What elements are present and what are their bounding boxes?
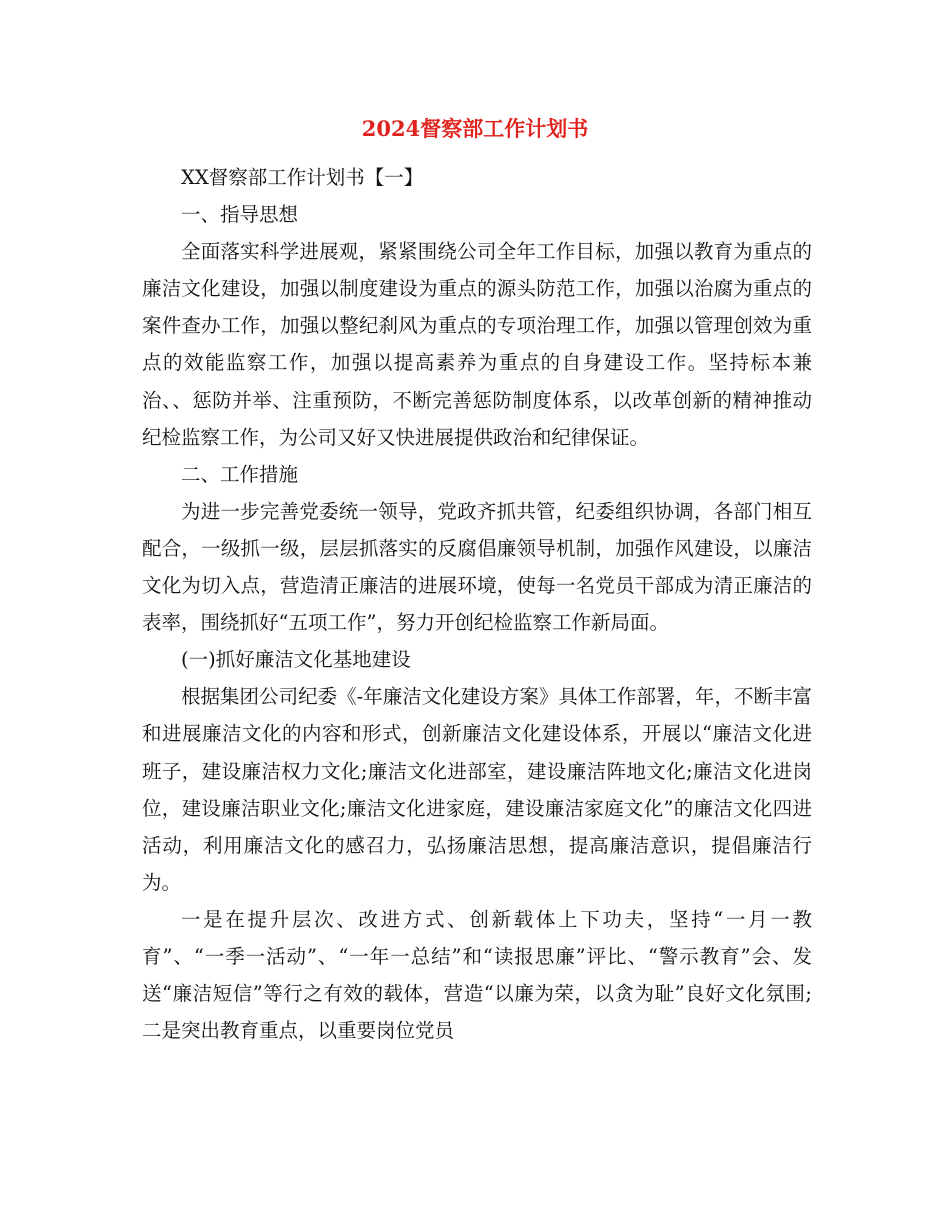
paragraph-culture-base: 根据集团公司纪委《-年廉洁文化建设方案》具体工作部署，年，不断丰富和进展廉洁文化的内容和形式，创新廉洁文化建设体系，开展以“廉洁文化进班子，建设廉洁权力文化;廉洁文化进部室，建设廉洁阵地文化;廉洁文化进岗位，建设廉洁职业文化;廉洁文化进家庭，建设廉洁家庭文化”的廉洁文化四进活动，利用廉洁文化的感召力，弘扬廉洁思想，提高廉洁意识，提倡廉洁行为。 xyxy=(142,685,812,894)
paragraph-work-measures: 为进一步完善党委统一领导，党政齐抓共管，纪委组织协调，各部门相互配合，一级抓一级，层层抓落实的反腐倡廉领导机制，加强作风建设，以廉洁文化为切入点，营造清正廉洁的进展环境，使每一名党员干部成为清正廉洁的表率，围绕抓好“五项工作”，努力开创纪检监察工作新局面。 xyxy=(142,499,812,635)
subsection-heading-culture-base: (一)抓好廉洁文化基地建设 xyxy=(181,648,411,672)
document-title: 2024督察部工作计划书 xyxy=(361,116,589,141)
document-body xyxy=(142,159,812,1049)
doc-heading-plan: XX督察部工作计划书【一】 xyxy=(181,166,424,189)
paragraph-guiding-thought: 全面落实科学进展观，紧紧围绕公司全年工作目标，加强以教育为重点的廉洁文化建设，加强以制度建设为重点的源头防范工作，加强以治腐为重点的案件查办工作，加强以整纪刹风为重点的专项治理工作，加强以管理创效为重点的效能监察工作，加强以提高素养为重点的自身建设工作。坚持标本兼治、、惩防并举、注重预防，不断完善惩防制度体系，以改革创新的精神推动纪检监察工作，为公司又好又快进展提供政治和纪律保证。 xyxy=(142,240,812,449)
section-heading-work-measures: 二、工作措施 xyxy=(181,462,299,486)
paragraph-first-measure: 一是在提升层次、改进方式、创新载体上下功夫，坚持“一月一教育”、“一季一活动”、“一年一总结”和“读报思廉”评比、“警示教育”会、发送“廉洁短信”等行之有效的载体，营造“以廉为荣，以贪为耻”良好文化氛围;二是突出教育重点，以重要岗位党员 xyxy=(142,907,812,1043)
section-heading-guiding-thought: 一、指导思想 xyxy=(181,203,299,227)
